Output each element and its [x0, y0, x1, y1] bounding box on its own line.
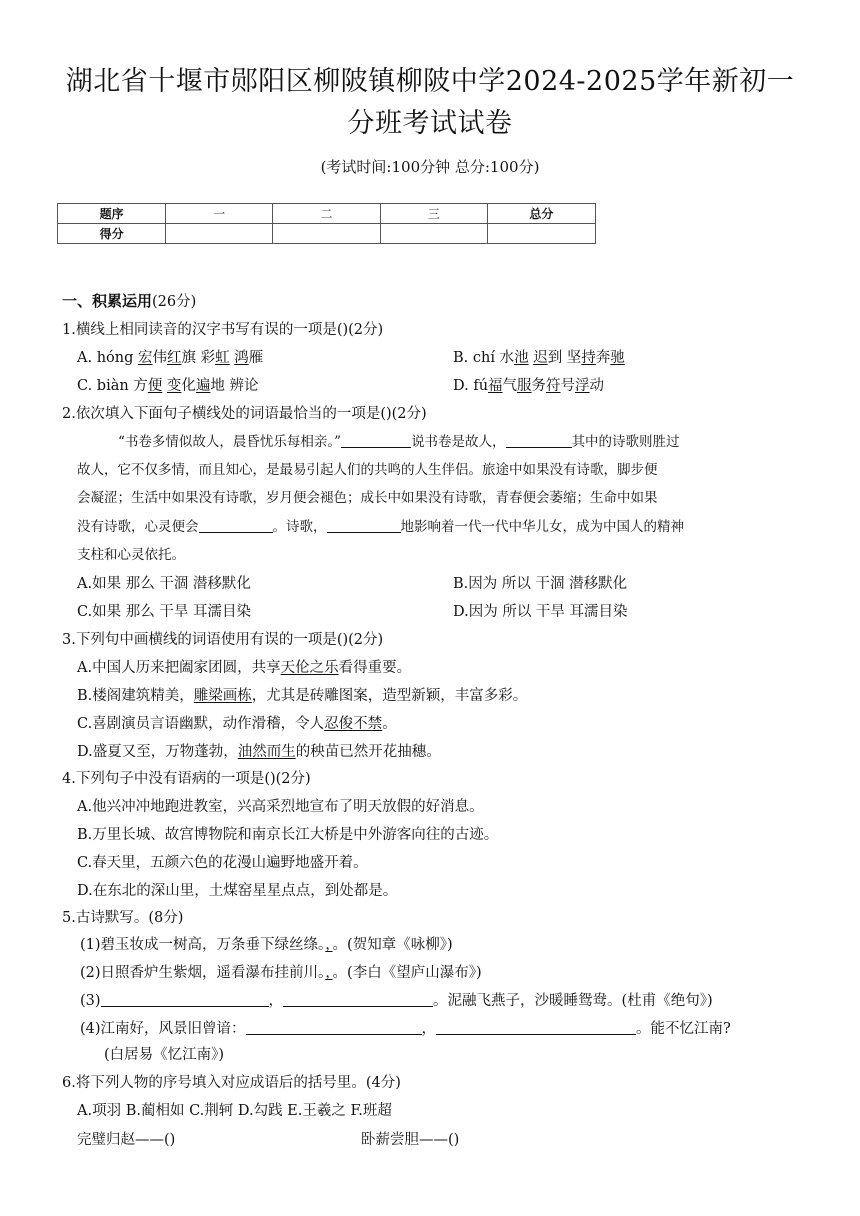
option-a: A.中国人历来把阖家团圆，共享天伦之乐看得重要。: [77, 660, 412, 676]
score-row-label: 得分: [58, 224, 166, 244]
poem-line-4: (4)江南好，风景旧曾谙： ， 。能不忆江南?: [80, 1021, 731, 1037]
option-b: B.万里长城、故宫博物院和南京长江大桥是中外游客向往的古迹。: [77, 827, 499, 843]
question-stem: 6.将下列人物的序号填入对应成语后的括号里。(4分): [62, 1075, 401, 1091]
option-d: D.在东北的深山里，土煤窑星星点点，到处都是。: [77, 883, 398, 899]
poem-source: (白居易《忆江南》): [104, 1047, 225, 1063]
option-c: C.喜剧演员言语幽默，动作滑稽，令人忍俊不禁。: [77, 716, 397, 732]
passage-line: 故人，它不仅多情，而且知心，是最易引起人们的共鸣的人生伴侣。旅途中如果没有诗歌，脚步便: [77, 462, 658, 478]
passage-line: “书卷多情似故人，晨昏忧乐每相亲。” 说书卷是故人， 其中的诗歌则胜过: [118, 434, 680, 450]
score-table-header-row: [58, 204, 596, 224]
poem-line-3: (3) ， 。泥融飞燕子，沙暖睡鸳鸯。(杜甫《绝句》): [80, 993, 713, 1009]
score-header-cell: 一: [166, 204, 273, 224]
answer-blank[interactable]: [246, 1020, 422, 1035]
option-a: A. hóng 宏伟红旗 彩虹 鸿雁: [77, 350, 264, 366]
score-header-cell: 总分: [487, 204, 595, 224]
score-header-cell: 三: [380, 204, 487, 224]
answer-blank[interactable]: ，: [325, 937, 333, 953]
question-stem: 3.下列句中画横线的词语使用有误的一项是()(2分): [62, 632, 384, 648]
exam-title-line2: 分班考试试卷: [347, 108, 513, 139]
score-cell[interactable]: [487, 224, 595, 244]
score-cell[interactable]: [166, 224, 273, 244]
idiom-item: 卧薪尝胆——(): [361, 1132, 460, 1148]
exam-title-line1: 湖北省十堰市郧阳区柳陂镇柳陂中学2024-2025学年新初一: [65, 66, 795, 97]
answer-blank[interactable]: [436, 1020, 636, 1035]
passage-line: 没有诗歌，心灵便会 。诗歌， 地影响着一代一代中华儿女，成为中国人的精神: [77, 519, 684, 535]
poem-line-1: (1)碧玉妆成一树高，万条垂下绿丝绦。，。(贺知章《咏柳》): [80, 937, 453, 953]
option-c: C.春天里，五颜六色的花漫山遍野地盛开着。: [77, 855, 368, 871]
score-cell[interactable]: [273, 224, 380, 244]
section-heading: [62, 290, 196, 311]
poem-line-2: (2)日照香炉生紫烟，遥看瀑布挂前川。，。(李白《望庐山瀑布》): [80, 965, 482, 981]
fill-blank[interactable]: [506, 433, 572, 448]
answer-blank[interactable]: ，: [325, 965, 333, 981]
option-d: D. fú福气服务符号浮动: [453, 378, 605, 394]
option-b: B.楼阁建筑精美，雕梁画栋，尤其是砖雕图案，造型新颖，丰富多彩。: [77, 688, 528, 704]
option-a: A.如果 那么 干涸 潜移默化: [77, 576, 251, 592]
fill-blank[interactable]: [341, 433, 411, 448]
answer-blank[interactable]: [283, 992, 433, 1007]
fill-blank[interactable]: [327, 518, 401, 533]
passage-line: 会凝涩；生活中如果没有诗歌，岁月便会褪色；成长中如果没有诗歌，青春便会萎缩；生命中如果: [77, 490, 658, 506]
option-d: D.因为 所以 干旱 耳濡目染: [453, 604, 628, 620]
idiom-item: 完璧归赵——(): [77, 1132, 176, 1148]
question-stem: 4.下列句子中没有语病的一项是()(2分): [62, 771, 311, 787]
score-header-cell: 二: [273, 204, 380, 224]
score-cell[interactable]: [380, 224, 487, 244]
score-table-score-row: [58, 224, 596, 244]
option-a: A.他兴冲冲地跑进教室，兴高采烈地宣布了明天放假的好消息。: [77, 799, 484, 815]
option-c: C.如果 那么 干旱 耳濡目染: [77, 604, 252, 620]
score-header-cell: 题序: [58, 204, 166, 224]
answer-blank[interactable]: [101, 992, 269, 1007]
person-options: A.项羽 B.蔺相如 C.荆轲 D.勾践 E.王羲之 F.班超: [77, 1103, 392, 1119]
exam-subtitle: (考试时间:100分钟 总分:100分): [320, 158, 540, 176]
option-d: D.盛夏又至，万物蓬勃，油然而生的秧苗已然开花抽穗。: [77, 744, 441, 760]
option-c: C. biàn 方便 变化遍地 辨论: [77, 378, 259, 394]
question-stem: 5.古诗默写。(8分): [62, 910, 184, 926]
score-table: [57, 203, 596, 244]
question-stem: 2.依次填入下面句子横线处的词语最恰当的一项是()(2分): [62, 406, 427, 422]
option-b: B.因为 所以 干涸 潜移默化: [453, 576, 628, 592]
question-stem: 1.横线上相同读音的汉字书写有误的一项是()(2分): [62, 322, 384, 338]
fill-blank[interactable]: [199, 518, 273, 533]
passage-line: 支柱和心灵依托。: [77, 547, 185, 563]
section-title: 一、积累运用: [62, 292, 153, 310]
option-b: B. chí 水池 迟到 坚持奔驰: [453, 350, 625, 366]
section-points: (26分): [152, 294, 197, 310]
